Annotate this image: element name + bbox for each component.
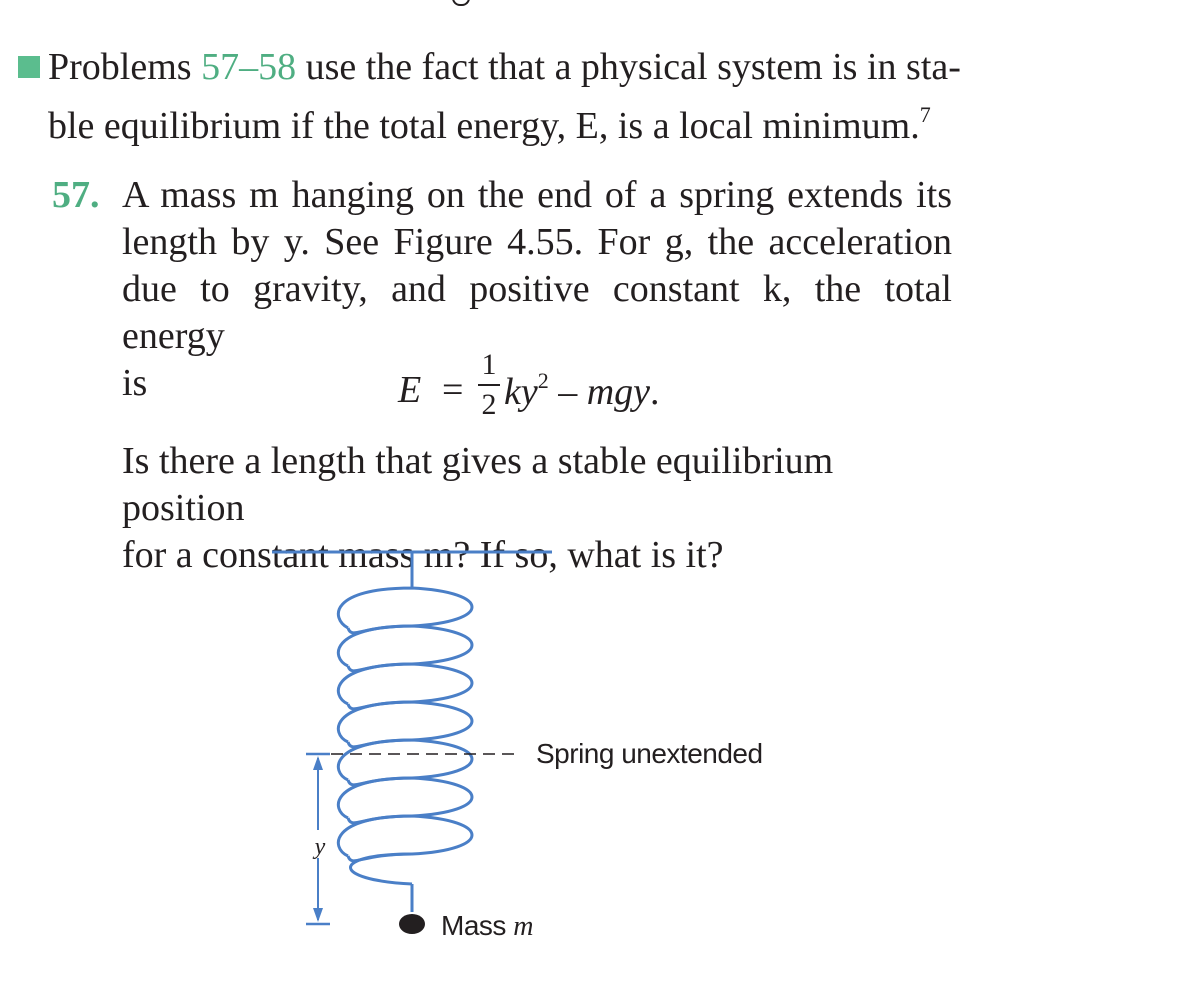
spring-unextended-label: Spring unextended <box>536 738 763 769</box>
intro-line-2-text: ble equilibrium if the total energy, E, is a local minimum. <box>48 105 920 147</box>
problem-number: 57. <box>52 174 100 216</box>
equation-equals: = <box>442 369 464 411</box>
y-label: y <box>314 834 326 860</box>
y-arrow-down-head <box>313 908 323 922</box>
mass-label-text: Mass <box>441 910 506 941</box>
intro-prefix: Problems <box>48 46 192 88</box>
y-arrow-up-head <box>313 756 323 770</box>
footnote-marker: 7 <box>919 102 931 127</box>
equation-fraction <box>478 350 500 420</box>
mass-label-var: m <box>513 911 533 942</box>
problem-row: is <box>122 362 148 404</box>
problem-row: A mass m hanging on the end of a spring extends its <box>122 174 952 216</box>
question-row: for a constant mass m? If so, what is it? <box>122 534 724 576</box>
equation-period: . <box>650 371 660 413</box>
spring-coil <box>338 578 472 884</box>
equation-minus: – <box>558 371 578 413</box>
spring-loop-backs <box>348 626 412 861</box>
problem-row: length by y. See Figure 4.55. For g, the acceleration <box>122 221 952 263</box>
problems-intro <box>18 44 978 150</box>
equation-rhs <box>504 368 660 414</box>
intro-suffix: use the fact that a physical system is in sta- <box>305 46 961 88</box>
figure-4-55 <box>0 540 1181 997</box>
equation-term-1: ky <box>504 371 538 413</box>
question-row: Is there a length that gives a stable equilibrium position <box>122 440 834 529</box>
fraction-bar <box>478 384 500 386</box>
section-marker-square <box>18 56 40 78</box>
mass-dot <box>399 914 425 934</box>
cut-off-glyph <box>452 0 470 6</box>
equation-term-2: mgy <box>586 371 651 413</box>
problem-57 <box>52 172 952 407</box>
intro-line-1 <box>18 44 978 91</box>
intro-line-2 <box>18 91 978 150</box>
problem-row: due to gravity, and positive constant k, the total energy <box>122 268 952 357</box>
mass-label <box>441 910 533 943</box>
fraction-numerator: 1 <box>481 348 497 381</box>
equation-exponent: 2 <box>537 368 549 393</box>
equation-lhs: E <box>398 369 422 411</box>
problem-range: 57–58 <box>201 46 297 88</box>
fraction-denominator: 2 <box>481 388 497 421</box>
